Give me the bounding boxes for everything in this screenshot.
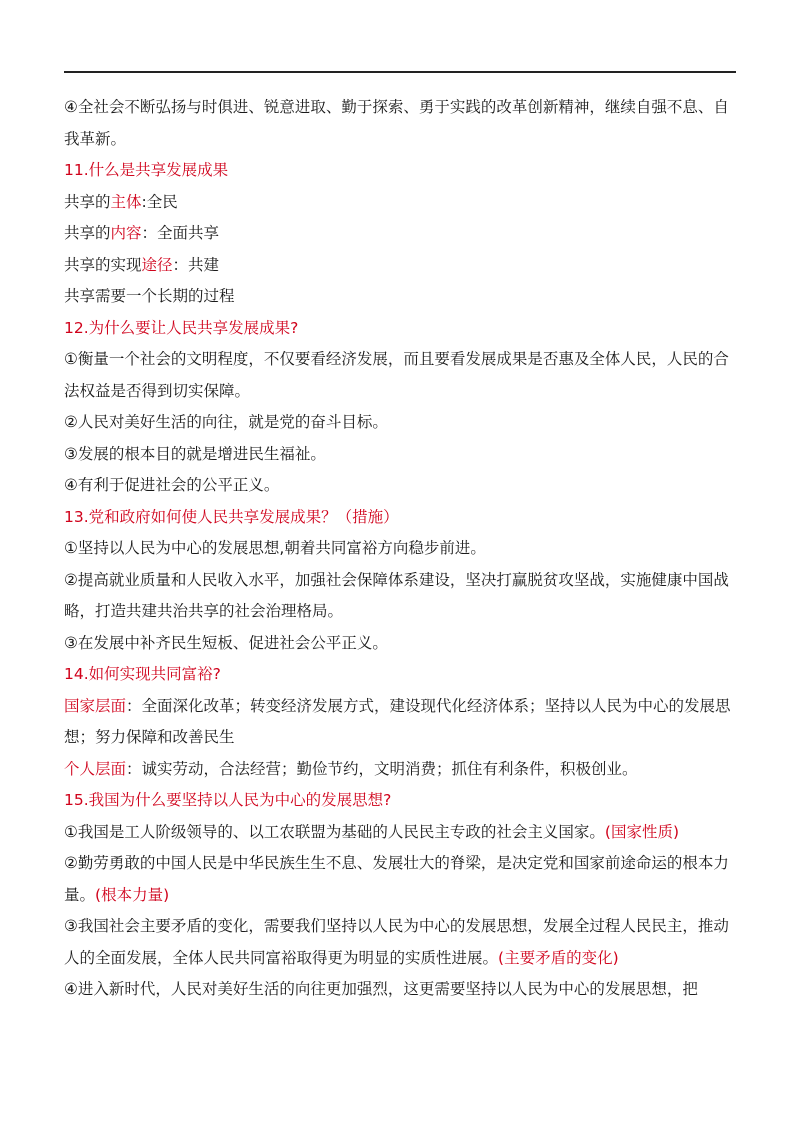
q14-national-text: ：全面深化改革；转变经济发展方式，建设现代化经济体系；坚持以人民为中心的发展思想；努力保障和改善民生 — [64, 696, 731, 746]
paragraph-innovation-spirit: ④全社会不断弘扬与时俱进、锐意进取、勤于探索、勇于实践的改革创新精神，继续自强不息、自我革新。 — [64, 98, 729, 148]
question-12-title: 12.为什么要让人民共享发展成果? — [64, 318, 299, 337]
q14-personal-text: ：诚实劳动，合法经营；勤俭节约，文明消费；抓住有利条件，积极创业。 — [126, 759, 638, 778]
header-rule — [64, 71, 736, 73]
q11-content-prefix: 共享的 — [64, 224, 111, 242]
q15-item-2 — [64, 848, 740, 911]
q15-item-1 — [64, 817, 740, 849]
q15-item-4: ④进入新时代，人民对美好生活的向往更加强烈，这更需要坚持以人民为中心的发展思想，把 — [64, 980, 698, 998]
q11-path-value: ：共建 — [172, 255, 220, 274]
q15-item-3-text: ③我国社会主要矛盾的变化，需要我们坚持以人民为中心的发展思想，发展全过程人民民主，推动人的全面发展，全体人民共同富裕取得更为明显的实质性进展。 — [64, 917, 729, 967]
q13-item-1: ①坚持以人民为中心的发展思想,朝着共同富裕方向稳步前进。 — [64, 539, 486, 557]
q15-item-3 — [64, 911, 740, 974]
q13-item-3: ③在发展中补齐民生短板、促进社会公平正义。 — [64, 633, 388, 652]
q11-subject-value: :全民 — [141, 192, 178, 211]
q14-personal-line — [64, 754, 740, 786]
q11-content-value: ：全面共享 — [141, 224, 220, 242]
q11-subject-prefix: 共享的 — [64, 192, 111, 211]
q11-path-prefix: 共享的实现 — [64, 255, 142, 274]
q14-personal-label: 个人层面 — [64, 759, 127, 778]
question-11-title: 11.什么是共享发展成果 — [64, 161, 229, 179]
document-body — [64, 92, 740, 1006]
question-14-title: 14.如何实现共同富裕? — [64, 665, 221, 683]
q11-subject-line — [64, 187, 740, 219]
q15-item-2-tag: (根本力量) — [95, 885, 170, 904]
q14-national-label: 国家层面 — [64, 696, 127, 715]
q12-item-2: ②人民对美好生活的向往，就是党的奋斗目标。 — [64, 413, 388, 431]
q15-item-2-text: ②勤劳勇敢的中国人民是中华民族生生不息、发展壮大的脊梁，是决定党和国家前途命运的根本力量。 — [64, 854, 729, 904]
q15-item-3-tag: (主要矛盾的变化) — [498, 948, 619, 967]
question-13-title: 13.党和政府如何使人民共享发展成果？（措施） — [64, 507, 399, 526]
q11-content-line — [64, 218, 740, 250]
q11-process-line: 共享需要一个长期的过程 — [64, 287, 235, 305]
q14-national-line — [64, 691, 740, 754]
q11-subject-label: 主体 — [110, 192, 142, 211]
q11-content-label: 内容 — [110, 224, 142, 242]
q11-path-label: 途径 — [141, 255, 173, 274]
q15-item-1-tag: (国家性质) — [604, 822, 680, 841]
q11-path-line — [64, 250, 740, 282]
q15-item-1-text: ①我国是工人阶级领导的、以工农联盟为基础的人民民主专政的社会主义国家。 — [64, 822, 605, 841]
q12-item-4: ④有利于促进社会的公平正义。 — [64, 476, 280, 494]
q13-item-2: ②提高就业质量和人民收入水平，加强社会保障体系建设，坚决打赢脱贫攻坚战，实施健康中国战略，打造共建共治共享的社会治理格局。 — [64, 570, 729, 620]
q12-item-1: ①衡量一个社会的文明程度，不仅要看经济发展，而且要看发展成果是否惠及全体人民，人民的合法权益是否得到切实保障。 — [64, 350, 729, 400]
question-15-title: 15.我国为什么要坚持以人民为中心的发展思想? — [64, 791, 392, 809]
q12-item-3: ③发展的根本目的就是增进民生福祉。 — [64, 444, 326, 463]
